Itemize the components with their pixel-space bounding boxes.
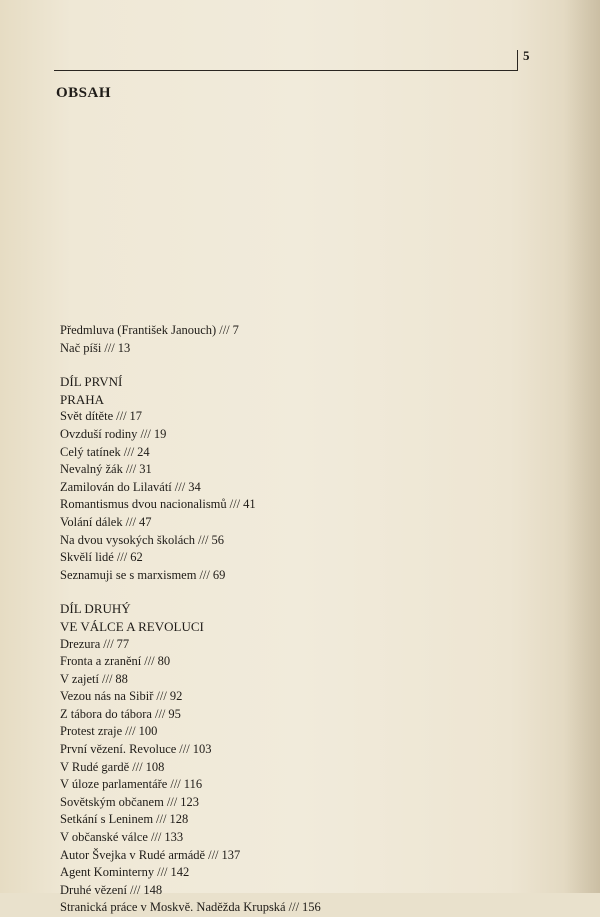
entry-title: Druhé vězení [60,883,127,897]
entry-separator: /// [132,760,142,774]
entry-page: 41 [243,497,256,511]
entry-page: 77 [117,637,130,651]
toc-entry [60,653,530,671]
part-label: DÍL PRVNÍ [60,373,530,391]
entry-page: 88 [115,672,128,686]
part-two [60,600,530,917]
entry-separator: /// [156,812,166,826]
toc-entry [60,340,530,358]
toc-entry [60,706,530,724]
entry-separator: /// [140,427,150,441]
toc-entry [60,636,530,654]
entry-separator: /// [126,462,136,476]
entry-page: 13 [118,341,131,355]
entry-title: První vězení. Revoluce [60,742,176,756]
part-one [60,373,530,584]
entry-title: Autor Švejka v Rudé armádě [60,848,205,862]
entry-separator: /// [219,323,229,337]
entry-title: Seznamuji se s marxismem [60,568,196,582]
toc-entry [60,444,530,462]
header-divider [517,50,518,70]
entry-page: 142 [171,865,190,879]
entry-title: Z tábora do tábora [60,707,152,721]
entry-separator: /// [156,689,166,703]
entry-title: Protest zraje [60,724,122,738]
toc-entry [60,882,530,900]
chapter-list [60,408,530,584]
entry-title: Celý tatínek [60,445,121,459]
entry-title: V zajetí [60,672,99,686]
entry-separator: /// [157,865,167,879]
toc-entry [60,426,530,444]
toc-entry [60,811,530,829]
entry-title: Nevalný žák [60,462,123,476]
toc-entry [60,461,530,479]
entry-title: Romantismus dvou nacionalismů [60,497,227,511]
entry-page: 123 [180,795,199,809]
toc-entry [60,514,530,532]
part-subtitle: VE VÁLCE A REVOLUCI [60,618,530,636]
entry-separator: /// [117,550,127,564]
page-number: 5 [523,48,530,64]
entry-title: V Rudé gardě [60,760,129,774]
entry-separator: /// [179,742,189,756]
entry-separator: /// [155,707,165,721]
entry-page: 103 [193,742,212,756]
toc-entry [60,741,530,759]
entry-page: 24 [137,445,150,459]
entry-separator: /// [102,672,112,686]
entry-separator: /// [124,445,134,459]
entry-page: 137 [222,848,241,862]
entry-title: Volání dálek [60,515,123,529]
entry-page: 17 [130,409,143,423]
entry-page: 19 [154,427,167,441]
toc-entry [60,408,530,426]
entry-title: Ovzduší rodiny [60,427,137,441]
toc-entry [60,322,530,340]
entry-page: 56 [211,533,224,547]
entry-separator: /// [230,497,240,511]
entry-separator: /// [170,777,180,791]
entry-title: Nač píši [60,341,101,355]
entry-page: 116 [184,777,202,791]
entry-separator: /// [116,409,126,423]
toc-entry [60,479,530,497]
entry-separator: /// [104,341,114,355]
toc-entry [60,794,530,812]
entry-title: Sovětským občanem [60,795,164,809]
front-matter [60,322,530,357]
toc-entry [60,864,530,882]
entry-page: 47 [139,515,152,529]
entry-title: Skvělí lidé [60,550,114,564]
entry-page: 156 [302,900,321,914]
entry-page: 133 [164,830,183,844]
entry-title: Svět dítěte [60,409,113,423]
entry-separator: /// [151,830,161,844]
entry-separator: /// [208,848,218,862]
entry-separator: /// [175,480,185,494]
entry-separator: /// [289,900,299,914]
toc-entry [60,549,530,567]
part-subtitle: PRAHA [60,391,530,409]
part-label: DÍL DRUHÝ [60,600,530,618]
entry-title: Vezou nás na Sibiř [60,689,153,703]
entry-page: 108 [146,760,165,774]
page-title: OBSAH [56,85,111,102]
entry-title: Zamilován do Lilavátí [60,480,172,494]
entry-title: Setkání s Leninem [60,812,153,826]
entry-page: 31 [139,462,152,476]
entry-title: Stranická práce v Moskvě. Naděžda Krupská [60,900,286,914]
toc-entry [60,496,530,514]
entry-page: 100 [139,724,158,738]
entry-title: Fronta a zranění [60,654,141,668]
entry-page: 34 [188,480,201,494]
entry-page: 92 [170,689,183,703]
entry-separator: /// [144,654,154,668]
toc-entry [60,829,530,847]
entry-separator: /// [125,724,135,738]
toc-entry [60,688,530,706]
toc-entry [60,899,530,917]
toc-entry [60,759,530,777]
toc-entry [60,847,530,865]
entry-title: Drezura [60,637,100,651]
entry-page: 148 [143,883,162,897]
page-edge-shadow [564,0,600,893]
entry-title: V úloze parlamentáře [60,777,167,791]
entry-page: 69 [213,568,226,582]
entry-title: Předmluva (František Janouch) [60,323,216,337]
entry-separator: /// [103,637,113,651]
header-rule [54,70,518,71]
entry-title: Agent Kominterny [60,865,154,879]
chapter-list [60,636,530,917]
toc-entry [60,567,530,585]
entry-page: 95 [168,707,181,721]
toc-entry [60,532,530,550]
entry-separator: /// [167,795,177,809]
entry-page: 62 [130,550,143,564]
entry-separator: /// [126,515,136,529]
entry-page: 7 [233,323,239,337]
entry-title: Na dvou vysokých školách [60,533,195,547]
entry-separator: /// [198,533,208,547]
entry-page: 128 [169,812,188,826]
toc-entry [60,723,530,741]
entry-separator: /// [199,568,209,582]
entry-title: V občanské válce [60,830,148,844]
entry-separator: /// [130,883,140,897]
toc-entry [60,671,530,689]
entry-page: 80 [158,654,171,668]
table-of-contents [60,322,530,917]
toc-entry [60,776,530,794]
